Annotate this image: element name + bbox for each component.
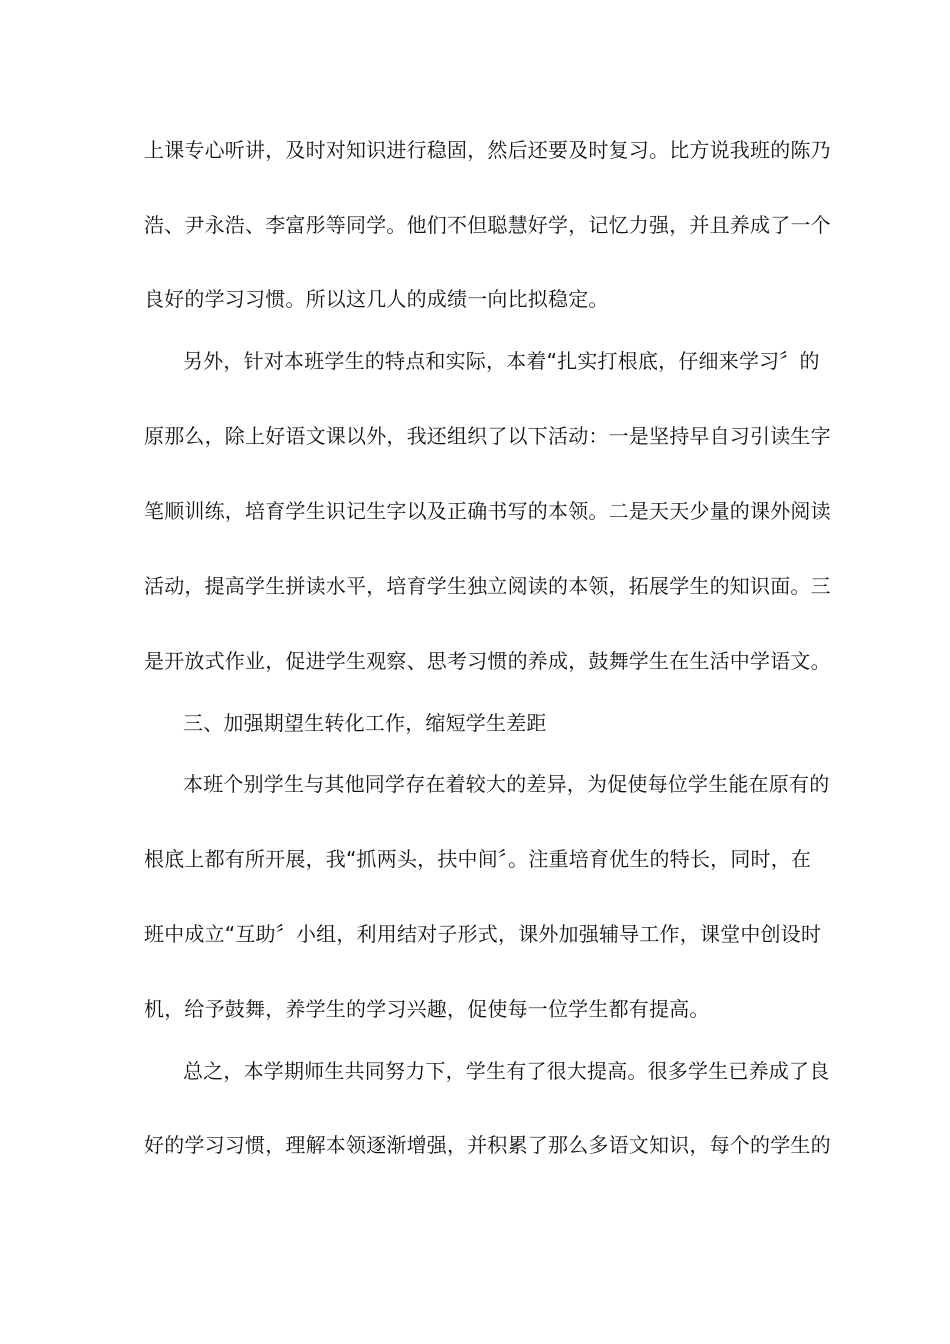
paragraph-line: 根底上都有所开展，我“抓两头，扶中间〞。注重培育优生的特长，同时，在	[144, 847, 812, 871]
paragraph-line: 上课专心听讲，及时对知识进行稳固，然后还要及时复习。比方说我班的陈乃	[144, 138, 831, 162]
paragraph-line: 班中成立“互助〞小组，利用结对子形式，课外加强辅导工作，课堂中创设时	[144, 922, 822, 946]
paragraph-line: 好的学习习惯，理解本领逐渐增强，并积累了那么多语文知识，每个的学生的	[144, 1133, 831, 1157]
paragraph-line: 浩、尹永浩、李富彤等同学。他们不但聪慧好学，记忆力强，并且养成了一个	[144, 213, 831, 237]
paragraph-line: 活动，提高学生拼读水平，培育学生独立阅读的本领，拓展学生的知识面。三	[144, 574, 831, 598]
paragraph-line: 是开放式作业，促进学生观察、思考习惯的养成，鼓舞学生在生活中学语文。	[144, 649, 831, 673]
paragraph-line: 笔顺训练，培育学生识记生字以及正确书写的本领。二是天天少量的课外阅读	[144, 499, 831, 523]
section-heading: 三、加强期望生转化工作，缩短学生差距	[183, 711, 547, 735]
paragraph-line: 另外，针对本班学生的特点和实际，本着“扎实打根底，仔细来学习〞的	[183, 349, 820, 373]
paragraph-line: 机，给予鼓舞，养学生的学习兴趣，促使每一位学生都有提高。	[144, 997, 710, 1021]
paragraph-line: 总之，本学期师生共同努力下，学生有了很大提高。很多学生已养成了良	[183, 1059, 830, 1083]
paragraph-line: 良好的学习习惯。所以这几人的成绩一向比拟稳定。	[144, 287, 609, 311]
paragraph-line: 本班个别学生与其他同学存在着较大的差异，为促使每位学生能在原有的	[183, 772, 830, 796]
paragraph-line: 原那么，除上好语文课以外，我还组织了以下活动：一是坚持早自习引读生字	[144, 424, 831, 448]
